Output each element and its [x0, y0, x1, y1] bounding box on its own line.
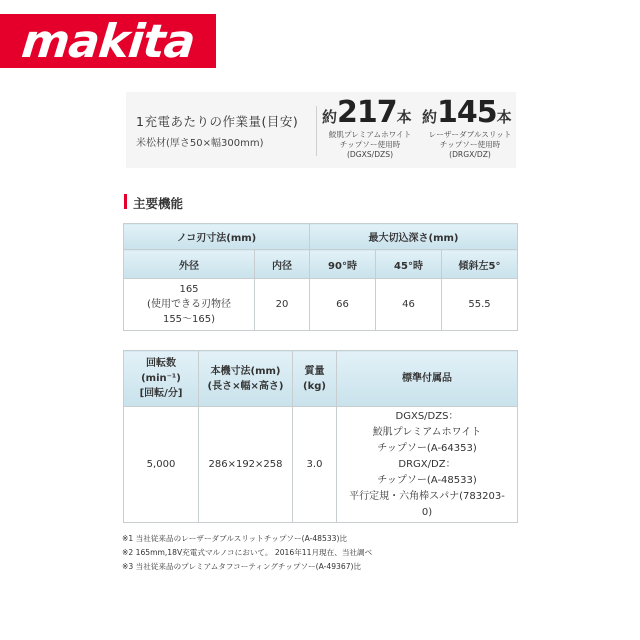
- footnotes: [122, 532, 522, 574]
- table-header: 標準付属品: [337, 351, 518, 407]
- stat-desc-line: チップソー使用時: [339, 140, 401, 149]
- table-group-header: 最大切込深さ(mm): [310, 224, 518, 250]
- work-stat-drgx: [422, 95, 522, 160]
- stat-value: [322, 95, 422, 130]
- stat-desc-line: (DGXS/DZS): [346, 150, 394, 159]
- stat-description: [422, 130, 518, 160]
- table-cell: 286×192×258: [199, 407, 293, 523]
- table-cell: 46: [376, 279, 442, 331]
- table-cell: 20: [255, 279, 310, 331]
- work-amount-box: [126, 92, 516, 168]
- spec-table-blade: [123, 223, 518, 331]
- table-row: [124, 407, 518, 523]
- spec-table-main: [123, 350, 518, 523]
- table-cell: 3.0: [293, 407, 337, 523]
- footnote: ※2 165mm,18V充電式マルノコにおいて。 2016年11月現在、当社調べ: [122, 548, 373, 557]
- stat-desc-line: 鮫肌プレミアムホワイト: [328, 130, 412, 139]
- makita-logo: [0, 14, 216, 68]
- table-cell: 165 (使用できる刃物径 155～165): [124, 279, 255, 331]
- stat-unit: 本: [496, 108, 512, 126]
- stat-desc-line: レーザーダブルスリット: [428, 130, 512, 139]
- stat-prefix: 約: [422, 108, 438, 126]
- work-amount-title: 1充電あたりの作業量(目安): [136, 114, 299, 129]
- table-header: 外径: [124, 250, 255, 279]
- footnote: ※3 当社従来品のプレミアムタフコーティングチップソー(A-49367)比: [122, 562, 362, 571]
- stat-value: [422, 95, 522, 130]
- stat-description: [322, 130, 418, 160]
- table-cell-accessories: DGXS/DZS： 鮫肌プレミアムホワイト チップソー(A-64353) DRGX/DZ： チップソー(A-48533) 平行定規・六角棒スパナ(783203- 0): [337, 407, 518, 523]
- stat-desc-line: (DRGX/DZ): [449, 150, 491, 159]
- table-row: [124, 279, 518, 331]
- table-cell: 66: [310, 279, 376, 331]
- table-cell: 5,000: [124, 407, 199, 523]
- table-header: 90°時: [310, 250, 376, 279]
- work-stat-dgxs: [322, 95, 422, 160]
- footnote: ※1 当社従来品のレーザーダブルスリットチップソー(A-48533)比: [122, 534, 348, 543]
- stat-desc-line: チップソー使用時: [439, 140, 501, 149]
- stat-unit: 本: [396, 108, 412, 126]
- stat-prefix: 約: [322, 108, 338, 126]
- table-header: 内径: [255, 250, 310, 279]
- work-divider: [316, 106, 317, 156]
- section-accent-bar: [124, 194, 127, 209]
- table-group-header: ノコ刃寸法(mm): [124, 224, 310, 250]
- table-header: 傾斜左5°: [442, 250, 518, 279]
- table-header: 質量 (kg): [293, 351, 337, 407]
- section-title: 主要機能: [133, 196, 184, 211]
- work-material: 米松材(厚さ50×幅300mm): [136, 138, 264, 149]
- table-cell: 55.5: [442, 279, 518, 331]
- table-header: 本機寸法(mm) (長さ×幅×高さ): [199, 351, 293, 407]
- table-header: 回転数 (min⁻¹) [回転/分]: [124, 351, 199, 407]
- table-header: 45°時: [376, 250, 442, 279]
- stat-number: 145: [437, 95, 497, 130]
- stat-number: 217: [337, 95, 397, 130]
- logo-text: makita: [18, 14, 198, 68]
